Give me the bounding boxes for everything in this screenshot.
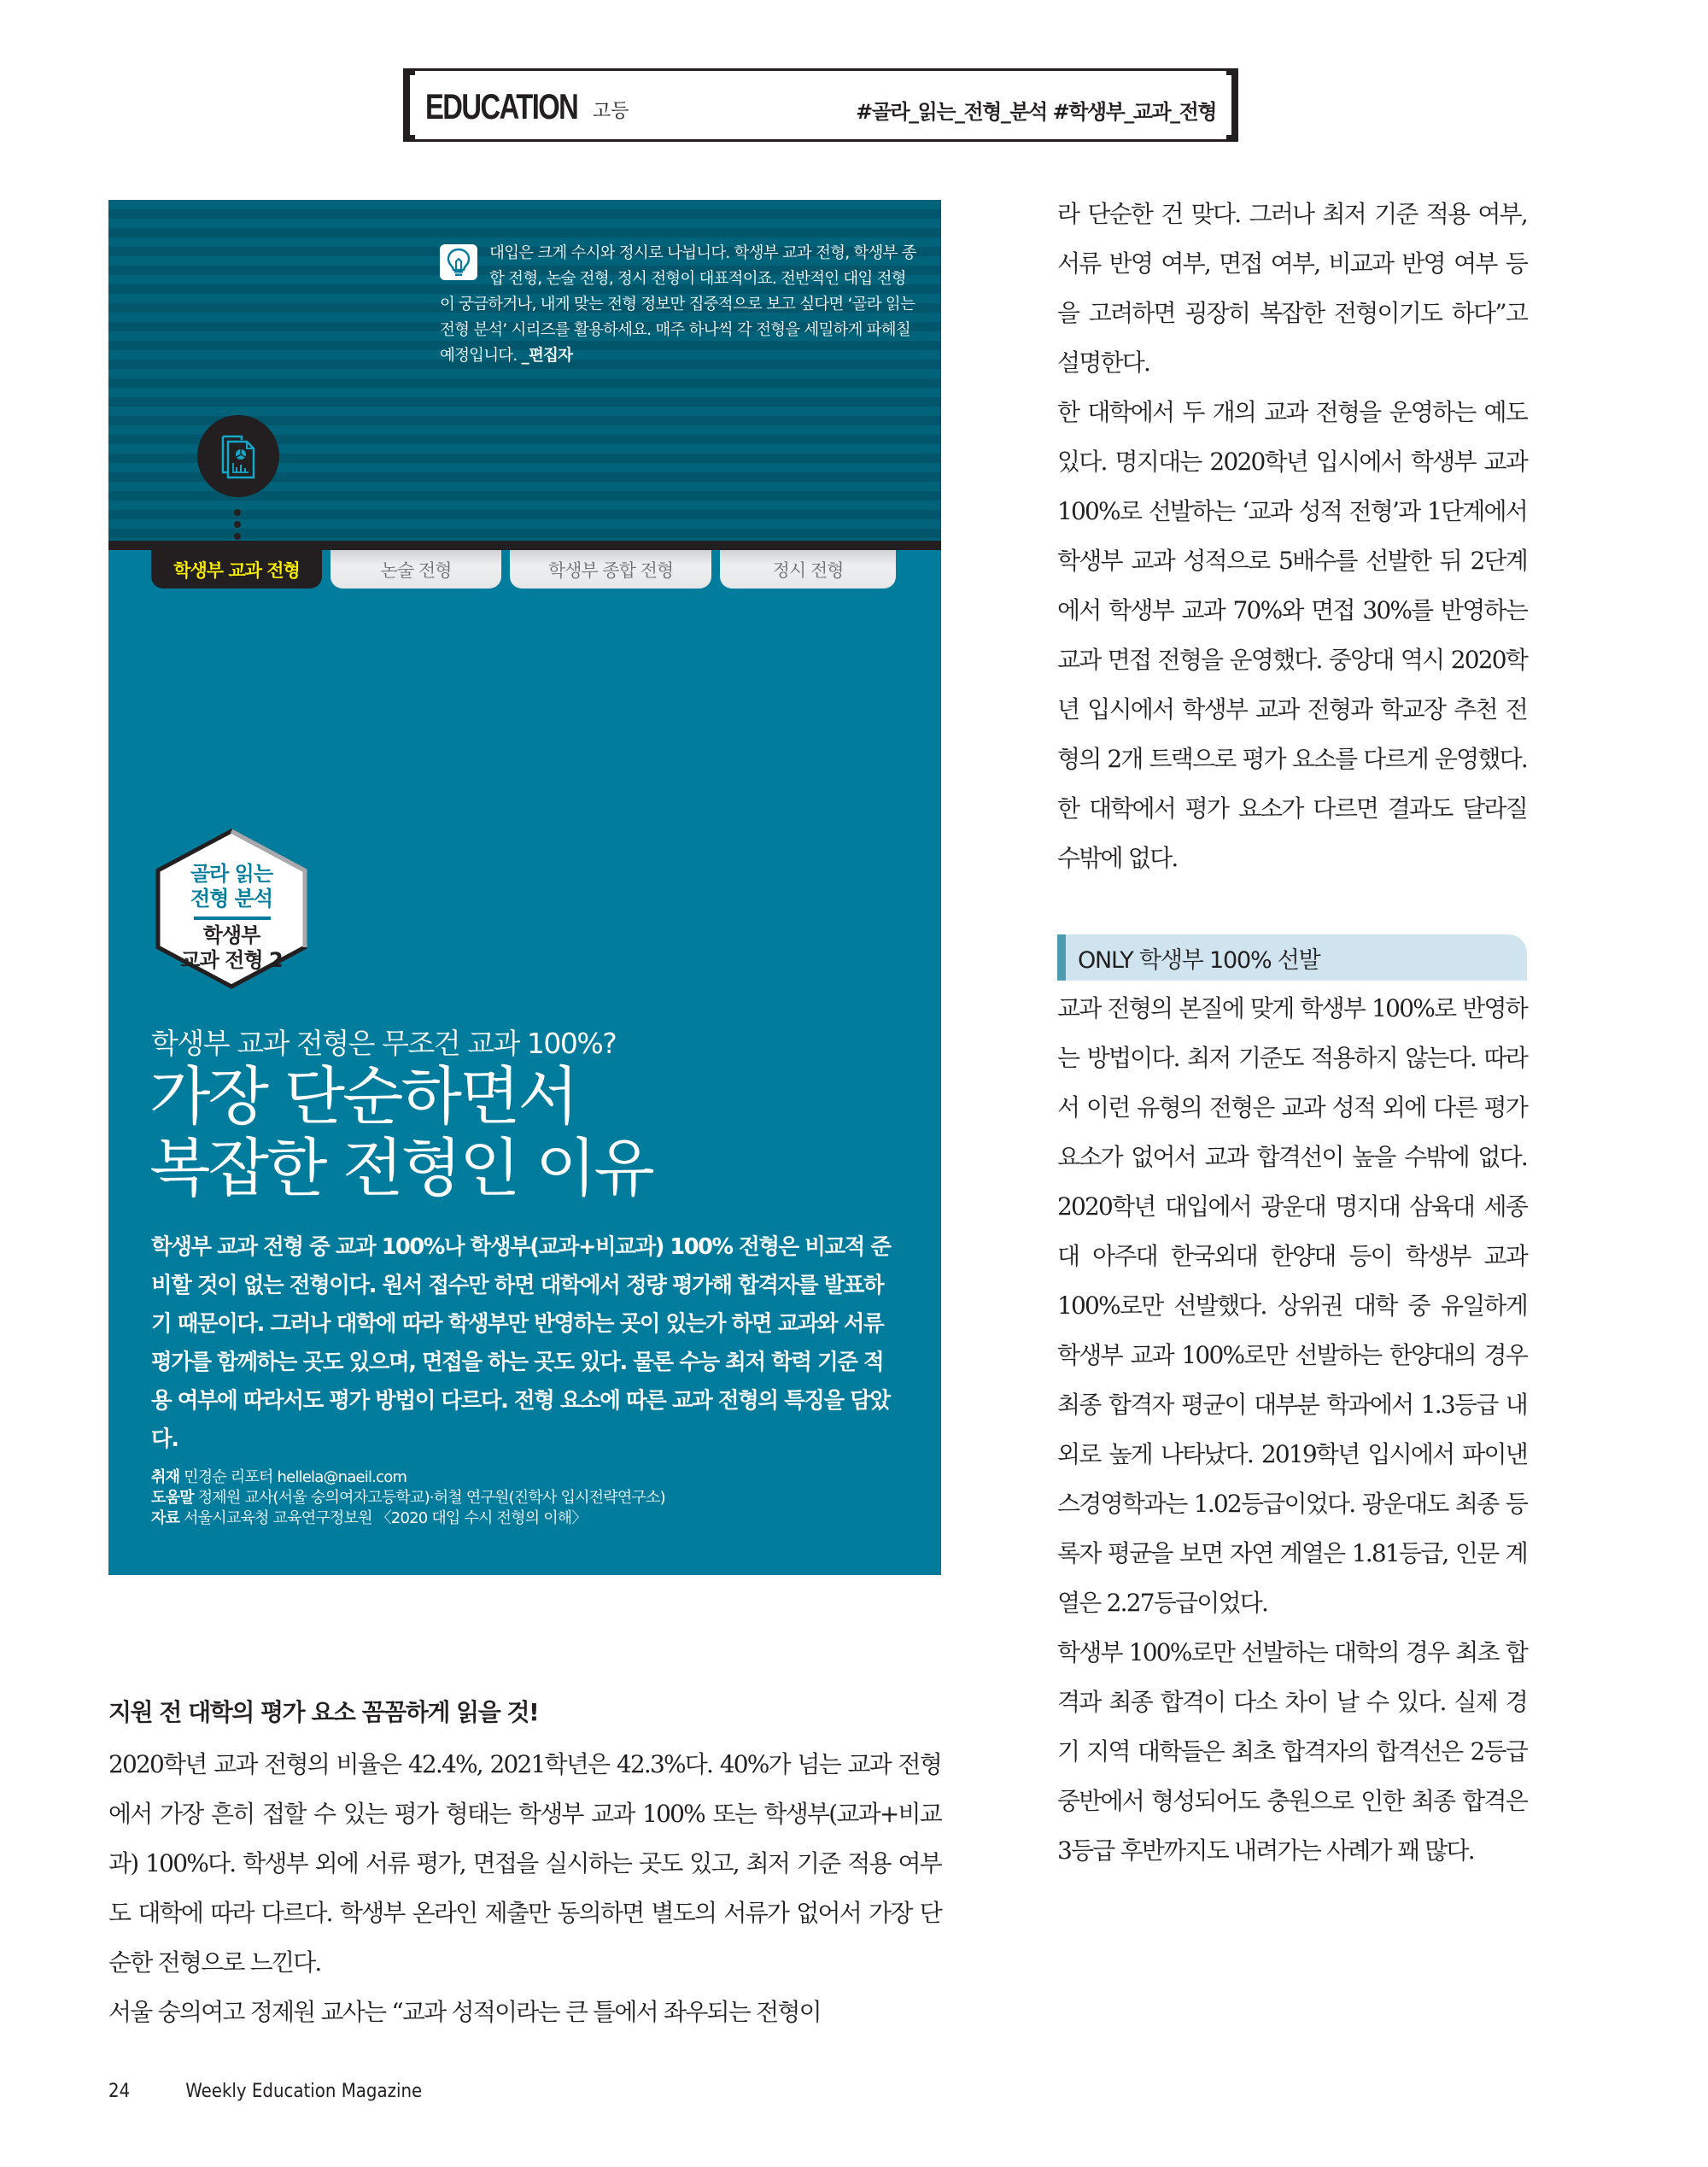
credit-source: 자료 서울시교육청 교육연구정보원 〈2020 대입 수시 전형의 이해〉 [151,1509,587,1527]
article-credits [151,1467,665,1529]
header-bracket-right [1226,68,1238,142]
tab-student-record-subject[interactable]: 학생부 교과 전형 [151,550,322,589]
series-badge [151,828,312,990]
badge-divider [194,917,271,920]
series-topic: 학생부 교과 전형 2 [180,923,283,972]
credit-advisors: 도움말 정제원 교사(서울 숭의여자고등학교)·허철 연구원(진학사 입시전략연구소) [151,1489,665,1507]
hashtags: #골라_읽는_전형_분석 #학생부_교과_전형 [856,100,1216,124]
body-paragraph: 학생부 100%로만 선발하는 대학의 경우 최초 합격과 최종 합격이 다소 차이 날 수 있다. 실제 경기 지역 대학들은 최초 합격자의 합격선은 2등급 중반에서 형성되어도 충원으로 인한 최종 합격은 3등급 후반까지도 내려가는 사례가 꽤 많다. [1057,1638,1527,1865]
body-paragraph: 교과 전형의 본질에 맞게 학생부 100%로 반영하는 방법이다. 최저 기준도 적용하지 않는다. 따라서 이런 유형의 전형은 교과 성적 외에 다른 평가 요소가 없어서 교과 합격선이 높을 수밖에 없다. 2020학년 대입에서 광운대 명지대 삼육대 세종대 아주대 한국외대 한양대 등이 학생부 교과 100%로만 선발했다. 상위권 대학 중 유일하게 학생부 교과 100%로만 선발하는 한양대의 경우 최종 합격자 평균이 대부분 학과에서 1.3등급 내외로 높게 나타났다. 2019학년 입시에서 파이낸스경영학과는 1.02등급이었다. 광운대도 최종 등록자 평균을 보면 자연 계열은 1.81등급, 인문 계열은 2.27등급이었다. [1057,994,1527,1617]
section-heading-only-record: ONLY 학생부 100% 선발 [1057,934,1527,981]
body-paragraph: 한 대학에서 두 개의 교과 전형을 운영하는 예도 있다. 명지대는 2020학년 입시에서 학생부 교과 100%로 선발하는 ‘교과 성적 전형’과 1단계에서 학생부 교과 성적으로 5배수를 선발한 뒤 2단계에서 학생부 교과 70%와 면접 30%를 반영하는 교과 면접 전형을 운영했다. 중앙대 역시 2020학년 입시에서 학생부 교과 전형과 학교장 추천 전형의 2개 트랙으로 평가 요소를 다르게 운영했다. 한 대학에서 평가 요소가 다르면 결과도 달라질 수밖에 없다. [1057,398,1527,872]
tab-regular[interactable]: 정시 전형 [720,550,896,589]
connector-dots [234,509,241,545]
section-title: EDUCATION [425,86,578,126]
document-chart-icon [197,415,279,497]
article-lede: 학생부 교과 전형 중 교과 100%나 학생부(교과+비교과) 100% 전형은 비교적 준비할 것이 없는 전형이다. 원서 접수만 하면 대학에서 정량 평가해 합격자를 발표하기 때문이다. 그러나 대학에 따라 학생부만 반영하는 곳이 있는가 하면 교과와 서류 평가를 함께하는 곳도 있으며, 면접을 하는 곳도 있다. 물론 수능 최저 학력 기준 적용 여부에 따라서도 평가 방법이 다르다. 전형 요소에 따른 교과 전형의 특징을 담았다. [151,1234,891,1452]
left-column [108,1696,941,2037]
header-bracket-left [403,68,415,142]
lightbulb-icon [440,244,477,280]
series-name: 골라 읽는 전형 분석 [190,862,273,911]
article-headline: 가장 단순하면서 복잡한 전형인 이유 [149,1060,652,1205]
editor-intro [440,241,918,369]
tab-comprehensive[interactable]: 학생부 종합 전형 [510,550,711,589]
intro-signature: _편집자 [521,347,573,365]
intro-text: 대입은 크게 수시와 정시로 나뉩니다. 학생부 교과 전형, 학생부 종합 전형, 논술 전형, 정시 전형이 대표적이죠. 전반적인 대입 전형이 궁금하거나, 내게 맞는 전형 정보만 집중적으로 보고 싶다면 ‘골라 읽는 전형 분석’ 시리즈를 활용하세요. 매주 하나씩 각 전형을 세밀하게 파헤칠 예정입니다. [440,244,916,365]
publication-name: Weekly Education Magazine [185,2081,423,2102]
section-level: 고등 [593,101,629,122]
page-footer [108,2081,422,2102]
body-paragraph: 서울 숭의여고 정제원 교사는 “교과 성적이라는 큰 틀에서 좌우되는 전형이 [108,1998,821,2026]
page-header [403,68,1238,142]
right-column [1057,190,1527,1876]
article-kicker: 학생부 교과 전형은 무조건 교과 100%? [151,1027,617,1060]
section-subhead: 지원 전 대학의 평가 요소 꼼꼼하게 읽을 것! [108,1698,539,1726]
admission-type-tabs [151,550,896,589]
page-number: 24 [108,2081,131,2102]
tab-essay[interactable]: 논술 전형 [330,550,501,589]
body-paragraph: 2020학년 교과 전형의 비율은 42.4%, 2021학년은 42.3%다. 40%가 넘는 교과 전형에서 가장 흔히 접할 수 있는 평가 형태는 학생부 교과 100% 또는 학생부(교과+비교과) 100%다. 학생부 외에 서류 평가, 면접을 실시하는 곳도 있고, 최저 기준 적용 여부도 대학에 따라 다르다. 학생부 온라인 제출만 동의하면 별도의 서류가 없어서 가장 단순한 전형으로 느낀다. [108,1750,941,1977]
credit-reporter: 취재 민경순 리포터 hellela@naeil.com [151,1468,407,1486]
body-paragraph: 라 단순한 건 맞다. 그러나 최저 기준 적용 여부, 서류 반영 여부, 면접 여부, 비교과 반영 여부 등을 고려하면 굉장히 복잡한 전형이기도 하다”고 설명한다. [1057,200,1527,377]
feature-panel [108,200,941,1575]
